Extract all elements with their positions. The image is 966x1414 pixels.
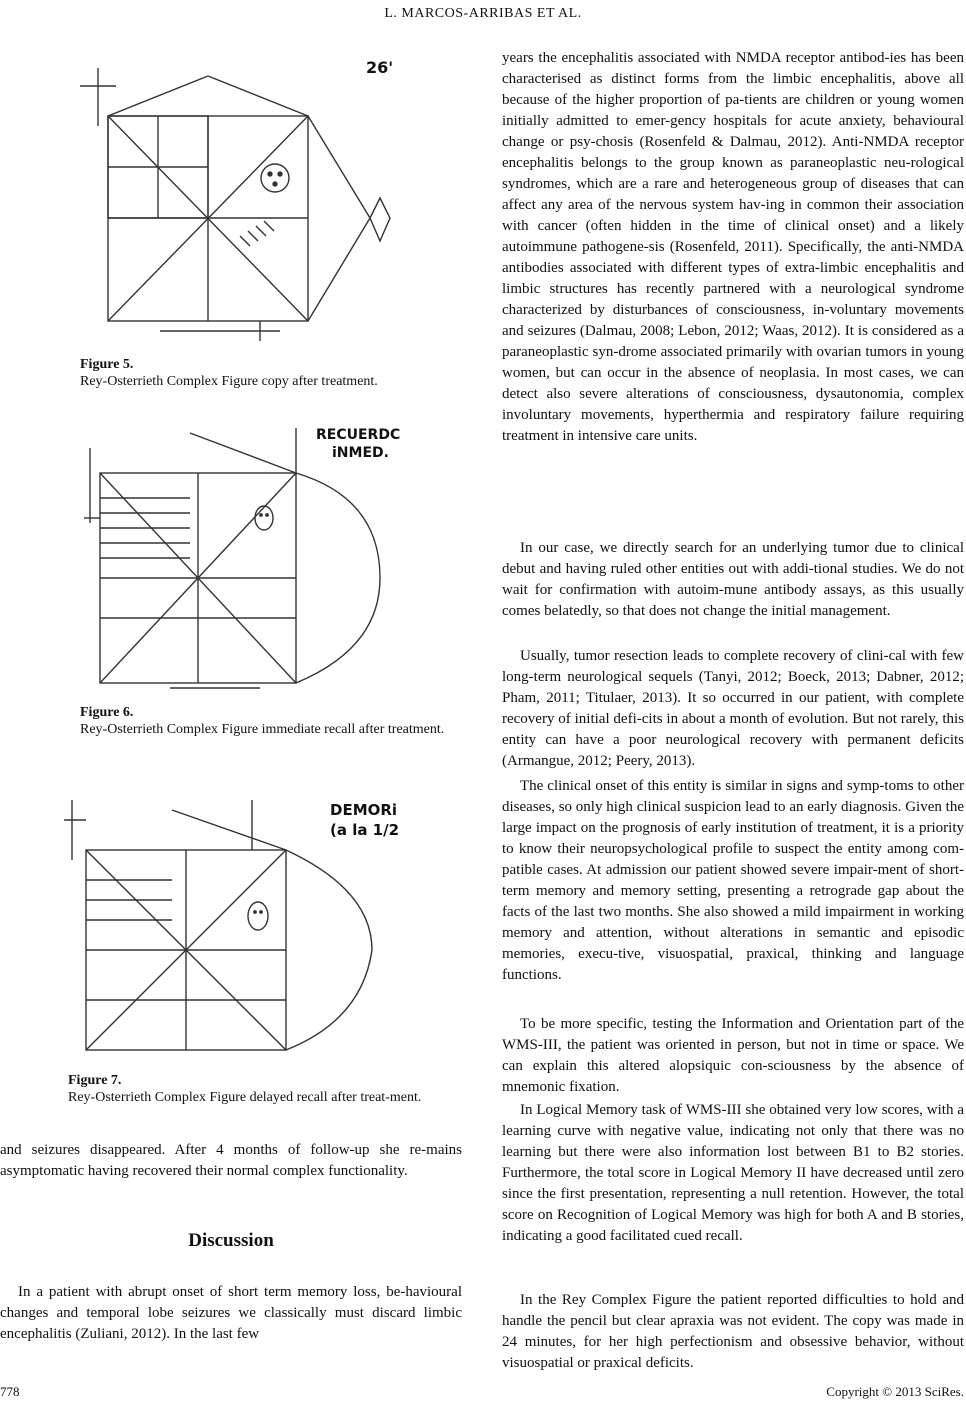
figure-6-caption [80, 704, 462, 738]
right-paragraph-1: years the encephalitis associated with NMDA receptor antibod-ies has been characterised as distinct forms from the limbic encephalitis, above all because of the higher proportion of pa-tients are children or young women initially admitted to emer-gency hospitals for acute anxiety, behavioural change or psy-chosis (Rosenfeld & Dalmau, 2012). Anti-NMDA receptor encephalitis belongs to the group known as paraneoplastic neu-rological syndromes, which are a rare and heterogeneous group of diseases that can affect any area of the nervous system hav-ing in common their association with cancer (often hidden in the time of clinical onset) and a likely autoimmune pathogene-sis (Rosenfeld, 2011). Specifically, the anti-NMDA antibodies associated with different types of extra-limbic encephalitis and limbic structures has recently partnered with a neurological syndrome characterized by disturbances of consciousness, in-voluntary movements and seizures (Dalmau, 2008; Lebon, 2012; Waas, 2012). It is considered as a paraneoplastic syn-drome associated primarily with ovarian tumors in young women, but can occur in the absence of neoplasia. In most cases, we can detect also severe alterations of consciousness, dysautonomia, complex involuntary movements, hyperthermia and respiratory failure requiring treatment in intensive care units. [502, 50, 964, 444]
figure-7-annotation [330, 800, 399, 840]
figure-7-label: Figure 7. [68, 1073, 122, 1088]
figure-6-annotation-line1: RECUERDC [316, 427, 401, 443]
right-paragraph-4: The clinical onset of this entity is similar in signs and symp-toms to other diseases, so only high clinical suspicion lead to an early diagnosis. Given the large impact on the prognosis of early institution of treatment, it is a priority to know their neuropsychological profile to suspect the entity among com-patible cases. At admission our patient showed severe impair-ment of short-term memory and memory setting, presenting a retrograde gap about the facts of the last two months. She also showed a mild impairment in working memory and attention, without alterations in semantic and episodic memories, execu-tive, visuospatial, praxical, thinking and language functions. [502, 778, 964, 983]
figure-5-caption-text: Rey-Osterrieth Complex Figure copy after treatment. [80, 374, 378, 389]
figure-7-caption-text: Rey-Osterrieth Complex Figure delayed recall after treat-ment. [68, 1090, 422, 1105]
right-paragraph-3: Usually, tumor resection leads to complete recovery of clini-cal with few long-term neurological sequels (Tanyi, 2012; Boeck, 2013; Dabner, 2012; Pham, 2011; Titulaer, 2013). It so occurred in our patient, with complete recovery of initial defi-cits in about a month of evolution. But not rarely, this entity can have a poor neurological recovery with permanent deficits (Armangue, 2012; Peery, 2013). [502, 648, 964, 769]
copyright-notice: Copyright © 2013 SciRes. [826, 1384, 964, 1399]
running-header: L. MARCOS-ARRIBAS ET AL. [384, 6, 582, 21]
figure-7-drawing [62, 790, 452, 1060]
figure-5-caption [80, 356, 462, 390]
page-number: 778 [0, 1384, 20, 1399]
right-paragraph-5: To be more specific, testing the Information and Orientation part of the WMS-III, the patient was oriented in person, but not in time or space. We can explain this altered alopsiquic con-sciousness by the absence of mnemonic fixation. [502, 1016, 964, 1095]
figure-5-drawing [70, 56, 460, 346]
figure-6-label: Figure 6. [80, 705, 134, 720]
right-paragraph-2: In our case, we directly search for an underlying tumor due to clinical debut and having ruled other entities out with addi-tional studies. We do not wait for confirmation with autoim-mune antibody assays, as this usually comes belatedly, so that does not change the initial management. [502, 540, 964, 619]
figure-7-caption [68, 1072, 462, 1106]
figure-6-drawing [80, 418, 460, 698]
right-paragraph-7: In the Rey Complex Figure the patient reported difficulties to hold and handle the pencil but clear apraxia was not evident. The copy was made in 24 minutes, for her high perfectionism and obsessive behavior, without visuospatial or praxical deficits. [502, 1292, 964, 1371]
figure-6-annotation-line2: iNMED. [332, 445, 389, 461]
figure-5-time-annotation: 26' [366, 58, 394, 77]
discussion-paragraph-1: In a patient with abrupt onset of short term memory loss, be-havioural changes and temporal lobe seizures we classically must discard limbic encephalitis (Zuliani, 2012). In the last few [0, 1284, 462, 1342]
discussion-heading: Discussion [188, 1230, 274, 1251]
figure-5-label: Figure 5. [80, 357, 134, 372]
figure-6-caption-text: Rey-Osterrieth Complex Figure immediate recall after treatment. [80, 722, 445, 737]
figure-7-annotation-line2: (a la 1/2 [330, 821, 400, 839]
figure-6-annotation [316, 426, 400, 462]
right-paragraph-6: In Logical Memory task of WMS-III she obtained very low scores, with a learning curve with negative value, indicating not only that there was no learning but there were also information lost between B1 to B2 stories. Furthermore, the total score in Logical Memory II have decreased until zero since the first presentation, representing a null retention. However, the total score on Recognition of Logical Memory was high for both A and B stories, indicating a good facilitated cued recall. [502, 1102, 964, 1244]
figure-7-annotation-line1: DEMORi [330, 801, 398, 819]
left-paragraph-continuation: and seizures disappeared. After 4 months of follow-up she re-mains asymptomatic having recovered their normal complex functionality. [0, 1142, 462, 1179]
